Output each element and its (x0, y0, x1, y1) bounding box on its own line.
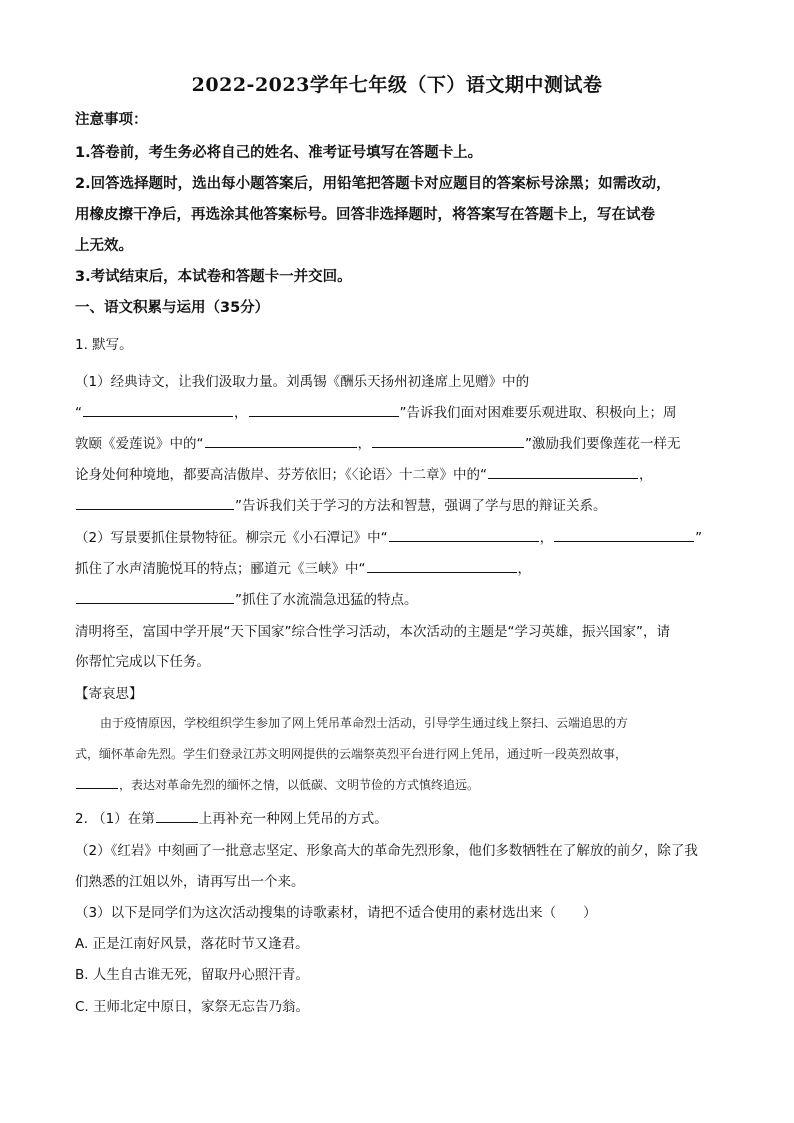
q1-part2-line3 (75, 588, 735, 608)
q2-sub2-line1: （2）《红岩》中刻画了一批意志坚定、形象高大的革命先烈形象，他们多数牺牲在了解放的前夕，除了我 (75, 843, 698, 859)
line-text: 上再补充一种网上凭吊的方式。 (198, 811, 388, 827)
comma: ， (639, 467, 653, 483)
activity-intro-line1: 清明将至，富国中学开展“天下国家”综合性学习活动，本次活动的主题是“学习英雄，振兴国家”，请 (75, 624, 670, 640)
question-1-label: 1. 默写。 (75, 337, 133, 353)
line-text: 抓住了水声清脆悦耳的特点；郦道元《三峡》中“ (75, 561, 366, 577)
activity-passage-line3 (75, 776, 735, 793)
open-quote: “ (75, 405, 82, 421)
option-a: A. 正是江南好风景，落花时节又逢君。 (75, 936, 309, 952)
line-text: 敦颐《爱莲说》中的“ (75, 436, 204, 452)
option-b: B. 人生自古谁无死，留取丹心照汗青。 (75, 967, 309, 983)
q2-sub1 (75, 807, 735, 827)
q1-part2-line1 (75, 526, 735, 546)
line-text: ”激励我们要像莲花一样无 (525, 436, 681, 452)
answer-blank[interactable] (367, 560, 517, 573)
note-1: 1.答卷前，考生务必将自己的姓名、准考证号填写在答题卡上。 (75, 145, 483, 161)
answer-blank[interactable] (554, 529, 694, 542)
q1-part2-line2 (75, 557, 735, 577)
note-2-line-1: 2.回答选择题时，选出每小题答案后，用铅笔把答题卡对应题目的答案标号涂黑；如需改动， (75, 176, 671, 192)
answer-blank[interactable] (83, 404, 233, 417)
line-text: ”告诉我们面对困难要乐观进取、积极向上；周 (399, 405, 677, 421)
note-2-line-2: 用橡皮擦干净后，再选涂其他答案标号。回答非选择题时，将答案写在答题卡上，写在试卷 (75, 207, 655, 223)
answer-blank[interactable] (76, 497, 234, 510)
line-text: （2）写景要抓住景物特征。柳宗元《小石潭记》中“ (75, 530, 388, 546)
line-text: ”抓住了水流湍急迅猛的特点。 (235, 592, 418, 608)
activity-header: 【寄哀思】 (75, 686, 143, 702)
notes-heading: 注意事项： (75, 112, 148, 128)
line-text: ，表达对革命先烈的缅怀之情，以低碳、文明节俭的方式慎终追远。 (119, 778, 480, 792)
q1-part1-line4 (75, 463, 735, 483)
comma: ， (539, 530, 554, 546)
q1-part1-line3 (75, 432, 735, 452)
note-3: 3.考试结束后，本试卷和答题卡一并交回。 (75, 269, 352, 285)
q1-part1-line2 (75, 401, 735, 421)
page-title: 2022-2023学年七年级（下）语文期中测试卷 (191, 74, 603, 96)
line-text: ”告诉我们关于学习的方法和智慧，强调了学与思的辩证关系。 (235, 498, 607, 514)
q2-sub2-line2: 们熟悉的江姐以外，请再写出一个来。 (75, 874, 305, 890)
activity-passage-line2: 式，缅怀革命先烈。学生们登录江苏文明网提供的云端祭英烈平台进行网上凭吊，通过听一段英烈故事， (75, 747, 628, 761)
answer-blank[interactable] (372, 435, 524, 448)
note-2-line-3: 上无效。 (75, 238, 133, 254)
answer-blank[interactable] (156, 810, 198, 823)
close-quote: ” (695, 530, 703, 546)
comma: ， (357, 436, 371, 452)
activity-intro-line2: 你帮忙完成以下任务。 (75, 654, 210, 670)
activity-passage-line1: 由于疫情原因，学校组织学生参加了网上凭吊革命烈士活动，引导学生通过线上祭扫、云端追思的方 (100, 716, 629, 730)
option-c: C. 王师北定中原日，家祭无忘告乃翁。 (75, 999, 310, 1015)
answer-blank[interactable] (76, 591, 234, 604)
answer-blank[interactable] (488, 466, 638, 479)
section-heading: 一、语文积累与运用（35分） (75, 300, 270, 316)
q1-part1-line1: （1）经典诗文，让我们汲取力量。刘禹锡《酬乐天扬州初逢席上见赠》中的 (75, 374, 530, 390)
answer-blank[interactable] (205, 435, 357, 448)
comma: ， (234, 405, 248, 421)
answer-blank[interactable] (389, 529, 539, 542)
q1-part1-line5 (75, 494, 735, 514)
line-text: 论身处何种境地，都要高洁傲岸、芬芳依旧；《〈论语〉十二章》中的“ (75, 467, 487, 483)
answer-blank[interactable] (76, 776, 118, 789)
comma: ， (517, 561, 531, 577)
answer-blank[interactable] (249, 404, 399, 417)
q2-sub3: （3）以下是同学们为这次活动搜集的诗歌素材，请把不适合使用的素材选出来（ ） (75, 905, 597, 921)
line-text: 2. （1）在第 (75, 811, 155, 827)
